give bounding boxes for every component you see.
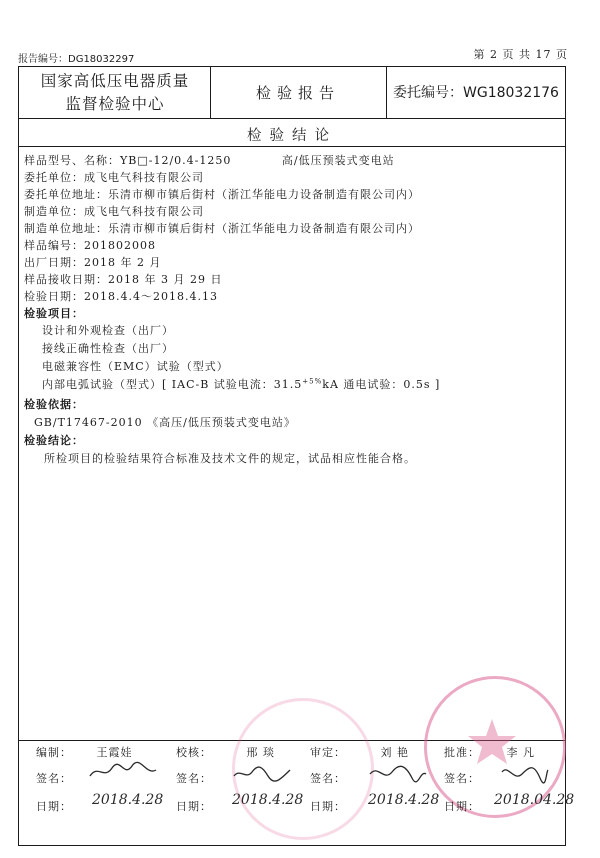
sample-number: 样品编号：201802008 [24,239,156,252]
handwritten-signature-reviewer [232,762,292,784]
audit-name: 刘 艳 [380,746,409,759]
review-name: 邢 琰 [246,746,275,759]
date-hand-1: 2018.4.28 [92,792,164,808]
handwritten-signature-approver [500,762,550,784]
date-hand-4: 2018.04.28 [494,792,575,808]
doc-title: 检验报告 [255,84,340,102]
client-address: 委托单位地址：乐清市柳市镇后街村（浙江华能电力设备制造有限公司内） [24,188,420,201]
org-name [20,70,210,116]
section-divider [18,146,566,147]
date-label-3: 日期： [310,800,346,813]
header-divider [18,118,566,119]
arc-test-tolerance: +5% [302,377,323,386]
sign-label-4: 签名： [444,772,480,785]
report-number: 报告编号：DG18032297 [18,54,135,65]
basis-heading: 检验依据： [24,398,84,411]
audit-row [310,744,409,760]
sign-label-1: 签名： [36,772,72,785]
items-heading: 检验项目： [24,307,84,320]
compile-label: 编制： [36,746,72,759]
test-item-arc [42,376,440,392]
entrust-number: 委托编号：WG18032176 [393,85,559,101]
sign-label-2: 签名： [176,772,212,785]
client: 委托单位：成飞电气科技有限公司 [24,171,204,184]
date-label-1: 日期： [36,800,72,813]
date-label-2: 日期： [176,800,212,813]
test-date: 检验日期：2018.4.4～2018.4.13 [24,290,218,303]
maker-address: 制造单位地址：乐清市柳市镇后街村（浙江华能电力设备制造有限公司内） [24,222,420,235]
sign-label-3: 签名： [310,772,346,785]
org-line-1: 国家高低压电器质量 [40,72,190,90]
compile-row [36,744,133,760]
arc-test-prefix: 内部电弧试验（型式）[ IAC-B 试验电流：31.5 [42,378,303,391]
page-info: 第 2 页 共 17 页 [473,48,568,61]
approve-name: 李 凡 [506,746,535,759]
maker: 制造单位：成飞电气科技有限公司 [24,205,204,218]
header-col-divider-2 [386,66,387,118]
org-line-2: 监督检验中心 [65,95,165,113]
section-title: 检验结论 [247,128,337,144]
review-label: 校核： [176,746,212,759]
receive-date: 样品接收日期：2018 年 3 月 29 日 [24,273,223,286]
basis-standard: GB/T17467-2010 《高压/低压预装式变电站》 [34,416,296,429]
sample-desc: 高/低压预装式变电站 [281,154,395,167]
test-item-1: 设计和外观检查（出厂） [42,324,174,337]
date-label-4: 日期： [444,800,480,813]
test-item-2: 接线正确性检查（出厂） [42,342,174,355]
conclusion-heading: 检验结论： [24,434,84,447]
date-hand-2: 2018.4.28 [232,792,304,808]
conclusion-text: 所检项目的检验结果符合标准及技术文件的规定，试品相应性能合格。 [44,452,416,465]
factory-date: 出厂日期：2018 年 2 月 [24,256,162,269]
handwritten-signature-compiler [88,760,158,782]
review-row [176,744,275,760]
test-item-3: 电磁兼容性（EMC）试验（型式） [42,360,229,373]
date-hand-3: 2018.4.28 [368,792,440,808]
arc-test-suffix: kA 通电试验：0.5s ] [322,378,441,391]
compile-name: 王霞娃 [96,746,133,759]
audit-label: 审定： [310,746,346,759]
approve-label: 批准： [444,746,480,759]
sample-model [24,152,395,168]
handwritten-signature-auditor [368,762,428,784]
sample-model-text: 样品型号、名称：YB□-12/0.4-1250 [24,154,232,167]
header-col-divider-1 [210,66,211,118]
approve-row [444,744,535,760]
